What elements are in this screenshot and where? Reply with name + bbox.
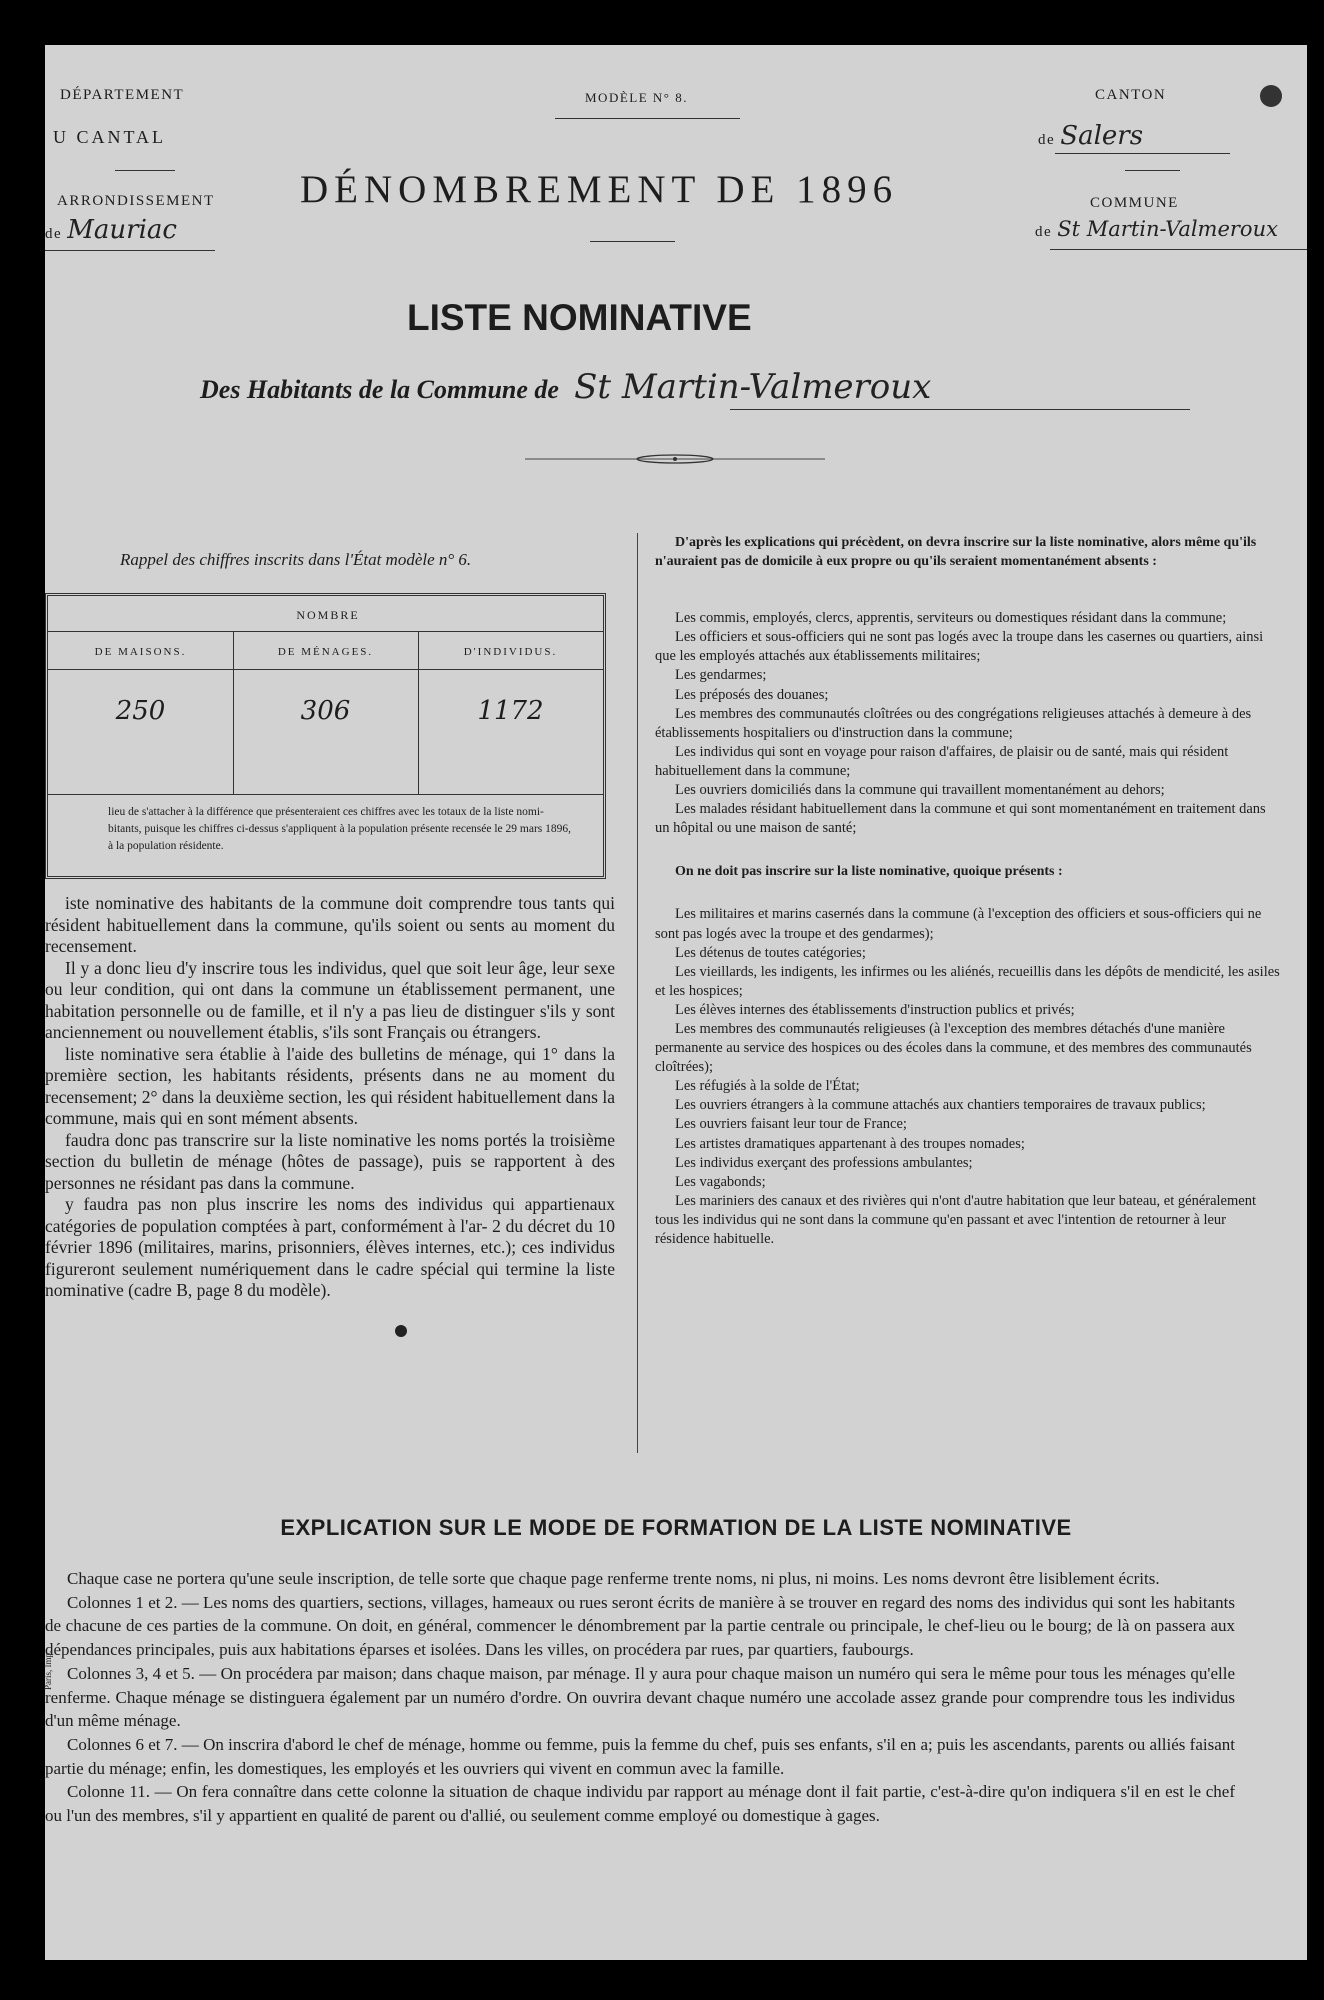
modele-number: MODÈLE N° 8. (585, 90, 688, 105)
exclude-item: Les individus exerçant des professions ambulantes; (675, 1154, 973, 1171)
canton-label: CANTON (1095, 87, 1167, 103)
explication-paragraph: Colonnes 6 et 7. — On inscrira d'abord le chef de ménage, homme ou femme, puis la femme du chef, puis ses enfants, s'il en a; puis les ascendants, parents ou alliés faisant partie du ménage; enfin, les domestiques, les employés et les ouvriers qui vivent en commun avec la famille. (45, 1734, 1235, 1778)
table-note-line-2: bitants, puisque les chiffres ci-dessus s'appliquent à la population présente recensée le 29 mars 1896, (108, 823, 572, 835)
explication-title: EXPLICATION SUR LE MODE DE FORMATION DE LA LISTE NOMINATIVE (280, 1515, 1072, 1540)
exclude-item: Les membres des communautés religieuses (à l'exception des membres détachés d'une manière permanente au service des hospices ou des écoles dans la commune, et des membres des communautés cloîtrées); (655, 1020, 1252, 1076)
left-paragraph: liste nominative sera établie à l'aide des bulletins de ménage, qui 1° dans la première section, les habitants résidents, présents dans ne au moment du recensement; 2° dans la deuxième section, les qui résident habituellement dans la commune, mais qui en sont mément absents. (45, 1043, 615, 1128)
table-note-line-3: à la population résidente. (108, 840, 224, 852)
value-menages: 306 (300, 696, 351, 726)
exclude-item: Les ouvriers faisant leur tour de France; (675, 1116, 907, 1133)
include-item: Les membres des communautés cloîtrées ou des congrégations religieuses attachés à demeure à des établissements hospitaliers ou d'instruction dans la commune; (655, 705, 1252, 741)
include-item: Les individus qui sont en voyage pour raison d'affaires, de plaisir ou de santé, mais qui résident habituellement dans la commune; (655, 743, 1229, 779)
include-item: Les ouvriers domiciliés dans la commune qui travaillent momentanément au dehors; (675, 782, 1165, 799)
right-column (655, 533, 1280, 1249)
main-title: DÉNOMBREMENT DE 1896 (300, 168, 899, 211)
include-item: Les gendarmes; (675, 667, 767, 684)
exclude-item: Les détenus de toutes catégories; (675, 944, 866, 961)
table-note (108, 804, 598, 855)
explication-paragraph: Colonne 11. — On fera connaître dans cette colonne la situation de chaque individu par rapport au ménage dont il fait partie, c'est-à-dire qu'on indiquera s'il en est le chef ou l'un des membres, s'il y appartient en qualité de parent ou d'allié, ou seulement comme employé ou domestique à gages. (45, 1782, 1235, 1826)
table-note-line-1: lieu de s'attacher à la différence que présenteraient ces chiffres avec les totaux de la liste nomi- (108, 806, 544, 818)
ornament-divider (525, 450, 825, 462)
arrondissement-field (45, 215, 177, 245)
exclude-item: Les artistes dramatiques appartenant à des troupes nomades; (675, 1135, 1025, 1152)
canton-field (1038, 121, 1143, 151)
table-caption: Rappel des chiffres inscrits dans l'État modèle n° 6. (120, 550, 472, 569)
exclude-item: Les militaires et marins casernés dans la commune (à l'exception des officiers et sous-officiers qui ne sont pas logés avec la troupe et des gendarmes); (655, 906, 1262, 942)
ink-spot (395, 1325, 407, 1337)
rappel-table (45, 593, 606, 879)
exclude-title: On ne doit pas inscrire sur la liste nominative, quoique présents : (675, 864, 1063, 880)
census-sheet (45, 45, 1307, 1960)
canton-prefix: de (1038, 132, 1056, 148)
commune-field (1035, 217, 1307, 241)
arrondissement-prefix: de (45, 226, 63, 242)
departement-value: U CANTAL (53, 127, 167, 147)
commune-prefix: de (1035, 224, 1053, 240)
left-paragraph: faudra donc pas transcrire sur la liste nominative les noms portés la troisième section du bulletin de ménage (hôtes de passage), puis se rapportent à des personnes ne résidant pas dans la commune. (45, 1129, 615, 1193)
left-column (45, 893, 615, 1302)
include-item: Les préposés des douanes; (675, 686, 829, 703)
exclude-item: Les réfugiés à la solde de l'État; (675, 1078, 860, 1095)
subtitle-label: Des Habitants de la Commune de (200, 375, 559, 404)
left-paragraph: y faudra pas non plus inscrire les noms des individus qui appartienaux catégories de population comptées à part, conformément à l'ar- 2 du décret du 10 février 1896 (militaires, marins, prisonniers, élèves internes, etc.); ces individus figureront seulement numériquement dans le cadre spécial qui termine la liste nominative (cadre B, page 8 du modèle). (45, 1194, 615, 1300)
value-maisons: 250 (115, 696, 166, 726)
right-intro: D'après les explications qui précèdent, on devra inscrire sur la liste nominative, alors même qu'ils n'auraient pas de domicile à eux propre ou qu'ils seraient momentanément absents : (655, 535, 1257, 570)
include-item: Les officiers et sous-officiers qui ne sont pas logés avec la troupe dans les casernes ou quartiers, ainsi que les employés attachés aux établissements militaires; (655, 629, 1264, 665)
ink-spot (1260, 85, 1282, 107)
left-paragraph: iste nominative des habitants de la commune doit comprendre tous tants qui résident habituellement dans la commune, qu'ils soient ou sents au moment du recensement. (45, 893, 615, 956)
include-item: Les commis, employés, clercs, apprentis, serviteurs ou domestiques résidant dans la commune; (675, 610, 1227, 627)
commune-label: COMMUNE (1090, 195, 1179, 211)
subtitle-line (200, 367, 1280, 407)
include-item: Les malades résidant habituellement dans la commune et qui sont momentanément en traitement dans un hôpital ou une maison de santé; (655, 801, 1266, 837)
explication-paragraph: Colonnes 1 et 2. — Les noms des quartiers, sections, villages, hameaux ou rues seront écrits de manière à se trouver en regard des noms des individus qui sont les habitants de chacune de ces parties de la commune. On doit, en général, commencer le dénombrement par la partie centrale ou principale, le chef-lieu ou le bourg; de là on passera aux dépendances principales, puis aux habitations éparses et isolées. Dans les villes, on procédera par rues, par quartiers, faubourgs. (45, 1592, 1236, 1660)
subtitle-value: St Martin-Valmeroux (574, 367, 932, 407)
departement-label: DÉPARTEMENT (60, 87, 185, 103)
arrondissement-label: ARRONDISSEMENT (57, 193, 215, 209)
explication-body (45, 1567, 1235, 1828)
exclude-item: Les élèves internes des établissements d'instruction publics et privés; (675, 1001, 1075, 1018)
arrondissement-value: Mauriac (67, 215, 177, 245)
commune-value: St Martin-Valmeroux (1057, 217, 1278, 241)
canton-value: Salers (1060, 121, 1144, 151)
column-header-maisons: DE MAISONS. (94, 646, 187, 658)
exclude-item: Les vagabonds; (675, 1173, 766, 1190)
column-header-menages: DE MÉNAGES. (277, 646, 374, 658)
exclude-item: Les ouvriers étrangers à la commune attachés aux chantiers temporaires de travaux publics; (675, 1097, 1206, 1114)
exclude-item: Les vieillards, les indigents, les infirmes ou les aliénés, recueillis dans les dépôts de mendicité, les asiles et les hospices; (655, 963, 1280, 999)
column-header-individus: D'INDIVIDUS. (463, 646, 558, 658)
explication-paragraph: Chaque case ne portera qu'une seule inscription, de telle sorte que chaque page renferme trente noms, ni plus, ni moins. Les noms devront être lisiblement écrits. (67, 1569, 1160, 1588)
value-individus: 1172 (477, 696, 544, 726)
left-paragraph: Il y a donc lieu d'y inscrire tous les individus, quel que soit leur âge, leur sexe ou leur condition, qui ont dans la commune un établissement permanent, une habitation personnelle ou de famille, et il n'y a pas lieu de distinguer s'ils y sont anciennement ou nouvellement établis, s'ils sont Français ou étrangers. (45, 957, 615, 1042)
explication-paragraph: Colonnes 3, 4 et 5. — On procédera par maison; dans chaque maison, par ménage. Il y aura pour chaque maison un numéro qui sera le même pour tous les ménages qu'elle renferme. Chaque ménage se distinguera également par un numéro d'ordre. On ouvrira devant chaque numéro une accolade assez grande pour comprendre tous les individus d'un même ménage. (45, 1663, 1235, 1731)
list-title: LISTE NOMINATIVE (407, 297, 752, 338)
table-group-header: NOMBRE (296, 608, 360, 622)
printer-mark: Paris, Imp. (43, 1650, 53, 1690)
exclude-item: Les mariniers des canaux et des rivières qui n'ont d'autre habitation que leur bateau, et généralement tous les individus qui ne sont dans la commune qu'en passant et avec l'intention de retourner à leur résidence habituelle. (655, 1192, 1256, 1247)
